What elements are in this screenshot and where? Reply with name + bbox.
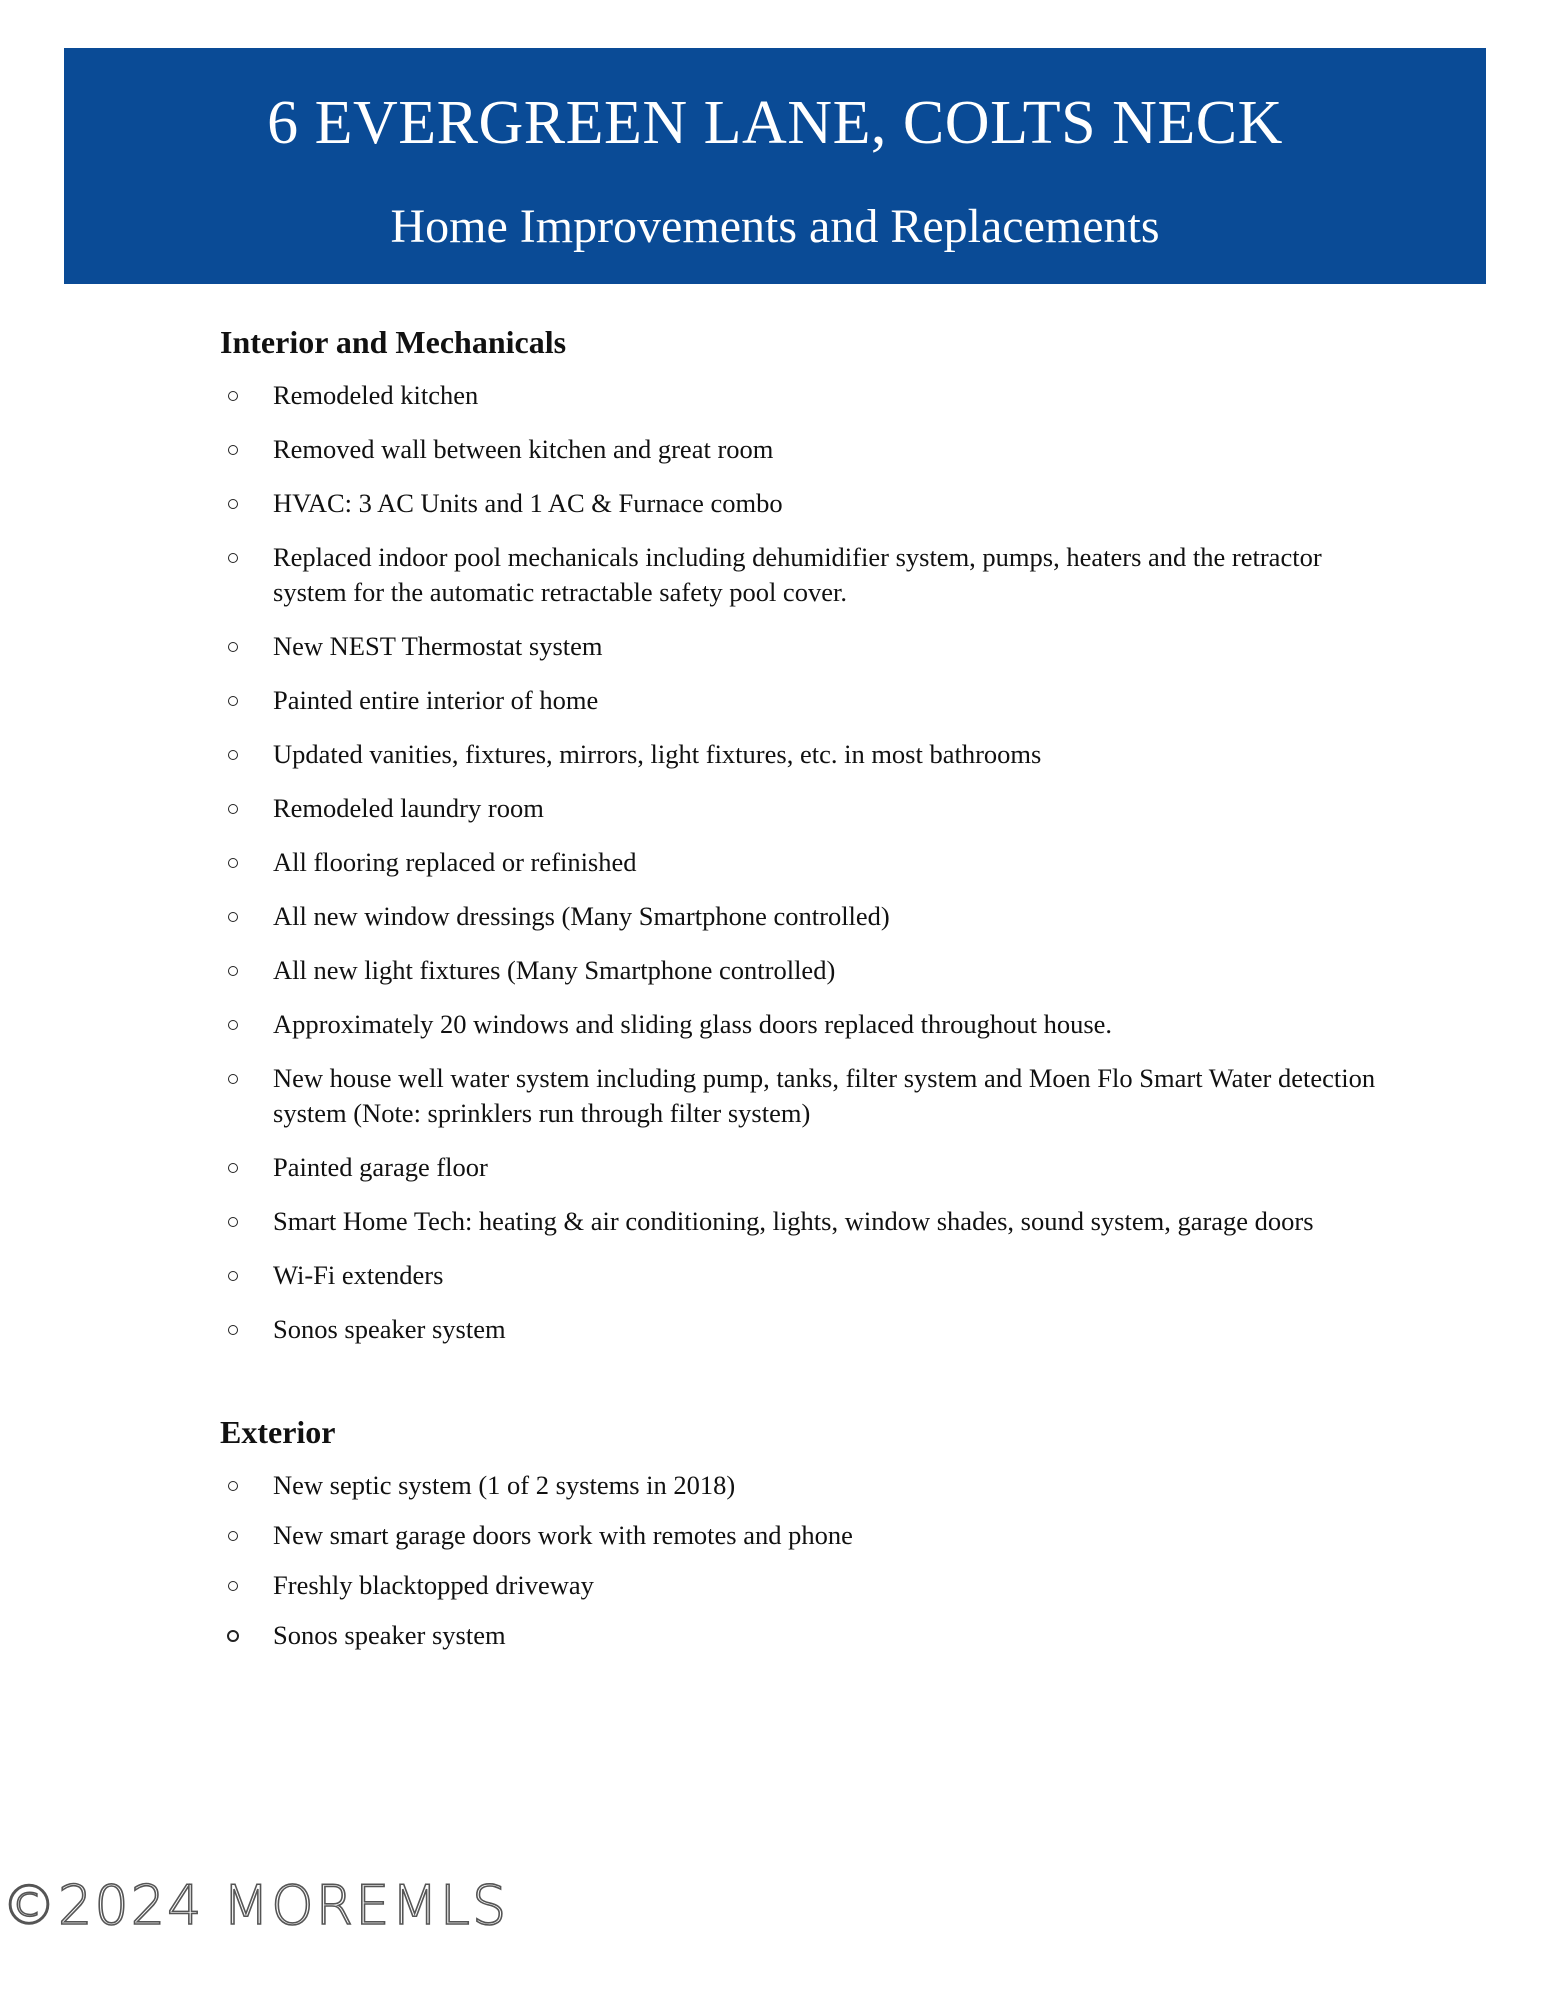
bullet-icon	[228, 1074, 238, 1084]
bullet-icon	[228, 1271, 238, 1281]
list-item	[220, 1061, 1380, 1131]
list-item-text: Remodeled laundry room	[273, 792, 544, 823]
list-item-text: Smart Home Tech: heating & air conditioning, lights, window shades, sound system, garage doors	[273, 1205, 1314, 1236]
list-item	[220, 683, 1380, 718]
list-item-text: Sonos speaker system	[273, 1313, 506, 1344]
list-item	[220, 1312, 1380, 1347]
bullet-icon	[228, 445, 238, 455]
exterior-section	[220, 1412, 1380, 1668]
list-item	[220, 953, 1380, 988]
list-item-text: All flooring replaced or refinished	[273, 846, 637, 877]
list-item-text: New house well water system including pump, tanks, filter system and Moen Flo Smart Water detection system (Note: sprinklers run through filter system)	[273, 1062, 1376, 1128]
list-item	[220, 432, 1380, 467]
bullet-icon	[228, 750, 238, 760]
list-item	[220, 899, 1380, 934]
list-item	[220, 1518, 1380, 1553]
list-item	[220, 629, 1380, 664]
list-item	[220, 486, 1380, 521]
list-item-text: All new window dressings (Many Smartphone controlled)	[273, 900, 890, 931]
list-item	[220, 1468, 1380, 1503]
list-item-text: Sonos speaker system	[273, 1619, 506, 1650]
bullet-icon	[228, 391, 238, 401]
list-item	[220, 1568, 1380, 1603]
bullet-icon	[228, 804, 238, 814]
list-item	[220, 791, 1380, 826]
interior-heading: Interior and Mechanicals	[220, 324, 567, 360]
list-item-text: New NEST Thermostat system	[273, 630, 603, 661]
list-item-text: Wi-Fi extenders	[273, 1259, 444, 1290]
list-item	[220, 540, 1380, 610]
list-item-text: Remodeled kitchen	[273, 379, 479, 410]
bullet-icon	[227, 1630, 239, 1642]
list-item-text: New smart garage doors work with remotes and phone	[273, 1519, 853, 1550]
list-item	[220, 737, 1380, 772]
exterior-heading: Exterior	[220, 1414, 336, 1450]
list-item-text: Removed wall between kitchen and great room	[273, 433, 774, 464]
list-item-text: HVAC: 3 AC Units and 1 AC & Furnace combo	[273, 487, 783, 518]
bullet-icon	[228, 1020, 238, 1030]
bullet-icon	[228, 696, 238, 706]
bullet-icon	[228, 1325, 238, 1335]
list-item-text: Painted garage floor	[273, 1151, 488, 1182]
list-item-text: Freshly blacktopped driveway	[273, 1569, 594, 1600]
list-item-text: Approximately 20 windows and sliding glass doors replaced throughout house.	[273, 1008, 1113, 1039]
bullet-icon	[228, 642, 238, 652]
list-item	[220, 1007, 1380, 1042]
copyright-watermark: ©2024 MOREMLS	[2, 1874, 509, 1937]
page-title: 6 EVERGREEN LANE, COLTS NECK	[267, 89, 1283, 157]
list-item	[220, 378, 1380, 413]
bullet-icon	[228, 912, 238, 922]
header-banner	[64, 48, 1486, 284]
bullet-icon	[228, 553, 238, 563]
list-item-text: New septic system (1 of 2 systems in 2018)	[273, 1469, 736, 1500]
bullet-icon	[228, 1581, 238, 1591]
list-item-text: Updated vanities, fixtures, mirrors, light fixtures, etc. in most bathrooms	[273, 738, 1042, 769]
bullet-icon	[228, 1217, 238, 1227]
list-item-text: All new light fixtures (Many Smartphone controlled)	[273, 954, 836, 985]
bullet-icon	[228, 858, 238, 868]
list-item	[220, 1258, 1380, 1293]
bullet-icon	[228, 966, 238, 976]
bullet-icon	[228, 499, 238, 509]
list-item-text: Replaced indoor pool mechanicals including dehumidifier system, pumps, heaters and the retractor system for the automatic retractable safety pool cover.	[273, 541, 1322, 607]
list-item	[220, 1204, 1380, 1239]
page-subtitle: Home Improvements and Replacements	[390, 200, 1160, 253]
bullet-icon	[228, 1163, 238, 1173]
bullet-icon	[228, 1531, 238, 1541]
list-item	[220, 1150, 1380, 1185]
list-item-text: Painted entire interior of home	[273, 684, 599, 715]
list-item	[220, 845, 1380, 880]
interior-section	[220, 322, 1380, 1366]
list-item	[220, 1618, 1380, 1653]
bullet-icon	[228, 1481, 238, 1491]
